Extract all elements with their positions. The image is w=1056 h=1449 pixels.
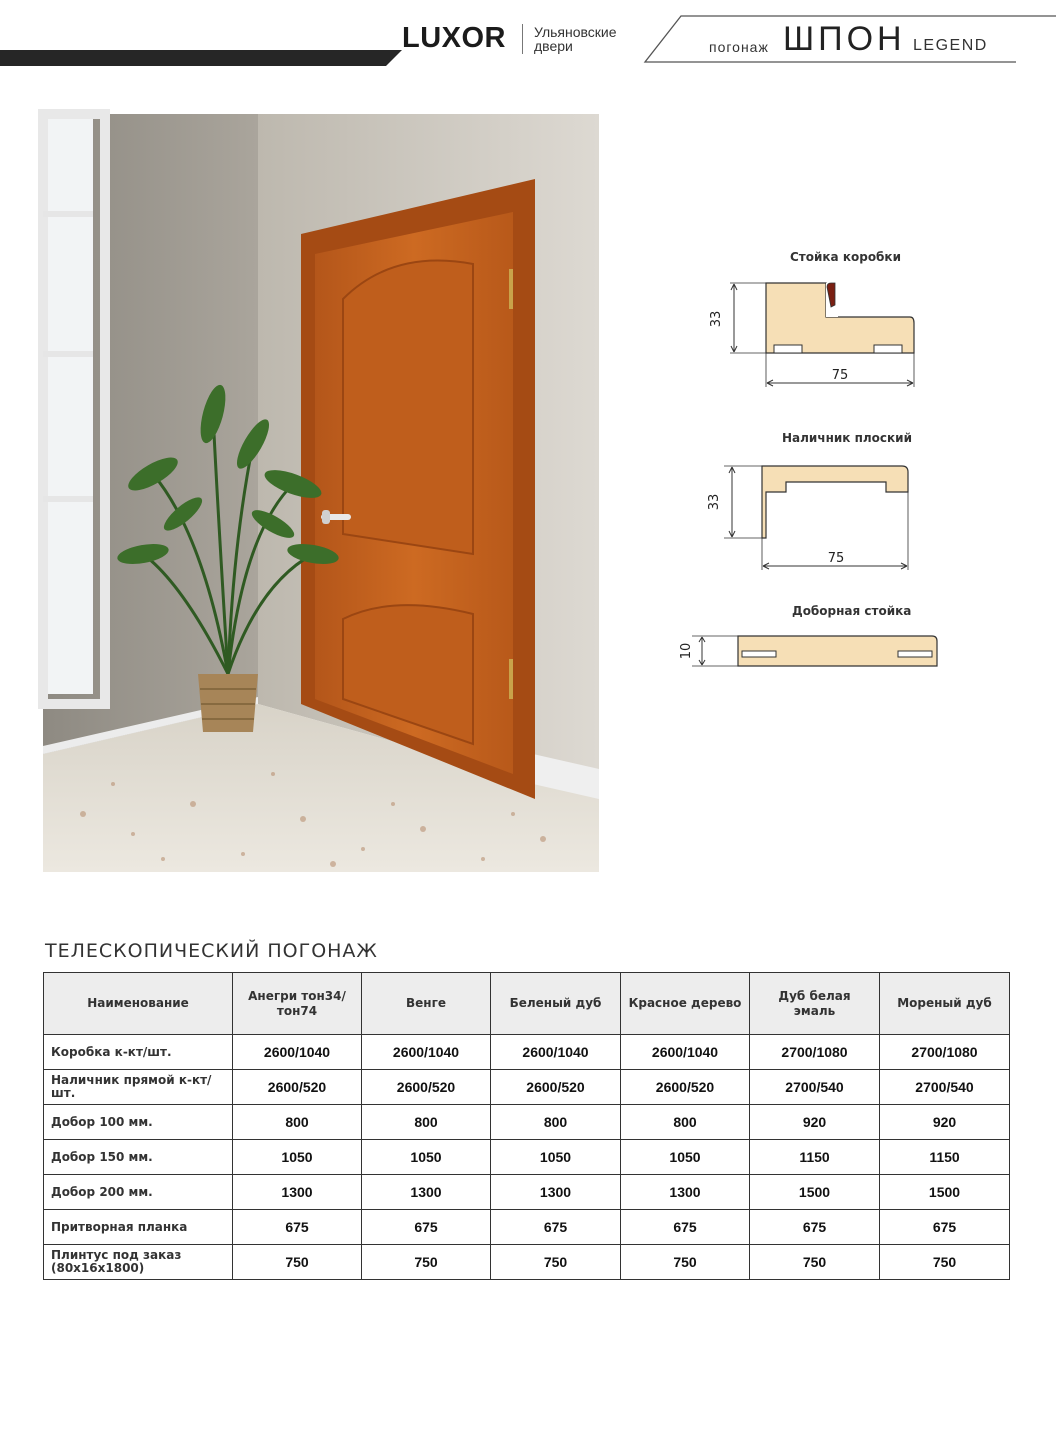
flat-casing-diagram: [707, 456, 970, 576]
price-cell: 2600/1040: [491, 1035, 621, 1070]
price-cell: 2700/540: [750, 1070, 880, 1105]
price-cell: 2600/520: [621, 1070, 750, 1105]
price-cell: 1300: [491, 1175, 621, 1210]
section-title: ТЕЛЕСКОПИЧЕСКИЙ ПОГОНАЖ: [45, 940, 378, 962]
price-cell: 2600/520: [362, 1070, 491, 1105]
price-cell: 750: [880, 1245, 1010, 1280]
price-cell: 1500: [880, 1175, 1010, 1210]
brand-logo[interactable]: LUXOR: [402, 22, 506, 54]
price-cell: 2600/520: [233, 1070, 362, 1105]
price-cell: 2600/520: [491, 1070, 621, 1105]
price-cell: 1150: [880, 1140, 1010, 1175]
price-cell: 2700/1080: [750, 1035, 880, 1070]
row-name: Притворная планка: [44, 1210, 233, 1245]
frame-post-width: 75: [831, 368, 849, 383]
table-header-row: [44, 973, 1010, 1035]
collection-name: LEGEND: [913, 37, 988, 54]
price-cell: 800: [491, 1105, 621, 1140]
column-header: Беленый дуб: [491, 973, 621, 1035]
frame-post-diagram: [710, 275, 970, 395]
price-cell: 675: [491, 1210, 621, 1245]
price-cell: 750: [750, 1245, 880, 1280]
column-header: Красное дерево: [621, 973, 750, 1035]
price-cell: 920: [880, 1105, 1010, 1140]
price-cell: 2700/540: [880, 1070, 1010, 1105]
price-cell: 800: [621, 1105, 750, 1140]
table-row: [44, 1105, 1010, 1140]
column-header: Венге: [362, 973, 491, 1035]
price-cell: 750: [491, 1245, 621, 1280]
price-cell: 800: [362, 1105, 491, 1140]
profile-title-flat-casing: Наличник плоский: [782, 431, 912, 445]
price-cell: 675: [880, 1210, 1010, 1245]
row-name: Коробка к-кт/шт.: [44, 1035, 233, 1070]
price-cell: 1300: [621, 1175, 750, 1210]
table-row: [44, 1245, 1010, 1280]
column-header: Наименование: [44, 973, 233, 1035]
pricing-table: [43, 972, 1010, 1280]
row-name: Наличник прямой к-кт/шт.: [44, 1070, 233, 1105]
table-row: [44, 1175, 1010, 1210]
frame-post-height: 33: [709, 310, 724, 328]
price-cell: 750: [362, 1245, 491, 1280]
price-cell: 675: [362, 1210, 491, 1245]
column-header: Анегри тон34/ тон74: [233, 973, 362, 1035]
row-name: Добор 100 мм.: [44, 1105, 233, 1140]
flat-casing-width: 75: [827, 551, 845, 566]
price-cell: 750: [621, 1245, 750, 1280]
category-label: погонаж: [709, 39, 769, 55]
price-cell: 1050: [491, 1140, 621, 1175]
price-cell: 750: [233, 1245, 362, 1280]
price-cell: 920: [750, 1105, 880, 1140]
table-row: [44, 1035, 1010, 1070]
price-cell: 1050: [621, 1140, 750, 1175]
price-cell: 675: [233, 1210, 362, 1245]
row-name: Плинтус под заказ (80х16х1800): [44, 1245, 233, 1280]
price-cell: 1050: [362, 1140, 491, 1175]
price-cell: 1300: [362, 1175, 491, 1210]
door-interior-photo: [43, 114, 599, 872]
price-cell: 675: [750, 1210, 880, 1245]
price-cell: 1150: [750, 1140, 880, 1175]
profile-title-extension-post: Доборная стойка: [792, 604, 912, 618]
price-cell: 2600/1040: [233, 1035, 362, 1070]
price-cell: 1300: [233, 1175, 362, 1210]
price-cell: 2700/1080: [880, 1035, 1010, 1070]
extension-post-diagram: [680, 630, 980, 680]
brand-subtitle: Ульяновские двери: [534, 24, 617, 54]
price-cell: 2600/1040: [621, 1035, 750, 1070]
flat-casing-height: 33: [707, 493, 722, 511]
column-header: Дуб белая эмаль: [750, 973, 880, 1035]
row-name: Добор 150 мм.: [44, 1140, 233, 1175]
extension-post-height: 10: [679, 642, 694, 660]
column-header: Мореный дуб: [880, 973, 1010, 1035]
price-cell: 675: [621, 1210, 750, 1245]
profile-title-frame-post: Стойка коробки: [790, 250, 901, 264]
table-row: [44, 1210, 1010, 1245]
profile-drawings: [660, 240, 990, 680]
table-row: [44, 1070, 1010, 1105]
price-cell: 1500: [750, 1175, 880, 1210]
table-row: [44, 1140, 1010, 1175]
price-cell: 1050: [233, 1140, 362, 1175]
price-cell: 2600/1040: [362, 1035, 491, 1070]
series-name: ШПОН: [783, 20, 906, 58]
price-cell: 800: [233, 1105, 362, 1140]
row-name: Добор 200 мм.: [44, 1175, 233, 1210]
